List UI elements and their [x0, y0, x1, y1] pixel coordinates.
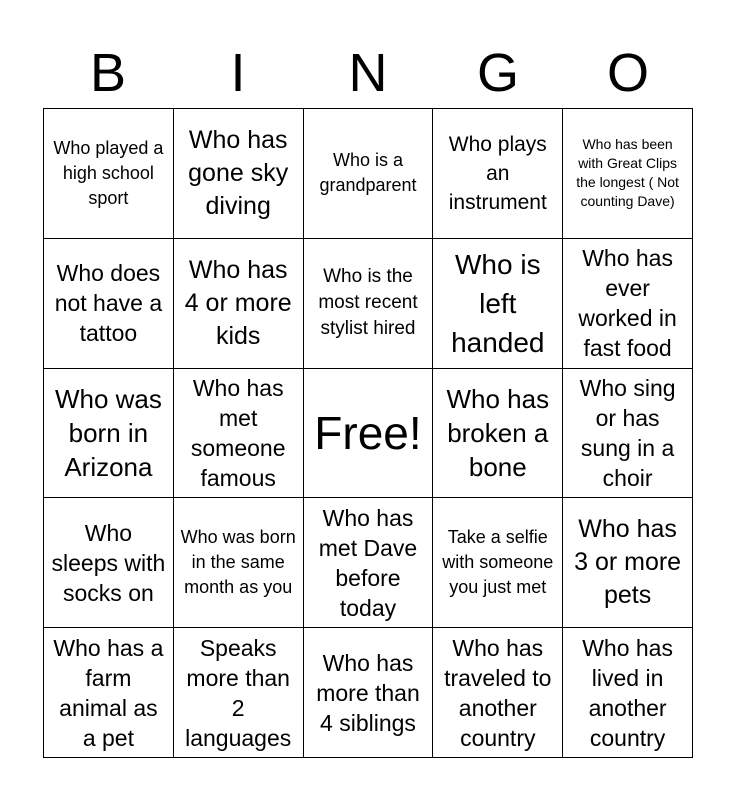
cell-text: Who has been with Great Clips the longest ( Not counting Dave): [576, 136, 679, 210]
cell-text: Who is left handed: [451, 248, 545, 358]
cell-text: Who played a high school sport: [53, 137, 164, 208]
bingo-cell[interactable]: [433, 369, 563, 499]
header-letter-o: O: [606, 43, 649, 103]
cell-text: Who has broken a bone: [446, 383, 550, 482]
bingo-cell[interactable]: [44, 239, 174, 369]
cell-text: Who was born in the same month as you: [180, 527, 296, 598]
cell-text: Speaks more than 2 languages: [185, 634, 292, 751]
header-letter-i: I: [230, 43, 246, 103]
cell-text: Who sleeps with socks on: [51, 519, 166, 606]
cell-text: Who has 4 or more kids: [184, 255, 292, 350]
cell-text: Who is a grandparent: [319, 150, 417, 196]
bingo-cell[interactable]: [174, 109, 304, 239]
bingo-board: [43, 108, 693, 758]
bingo-cell[interactable]: [44, 498, 174, 628]
bingo-cell[interactable]: [433, 628, 563, 758]
bingo-cell[interactable]: [563, 628, 693, 758]
bingo-cell[interactable]: [563, 239, 693, 369]
cell-text: Who has ever worked in fast food: [578, 245, 677, 362]
bingo-cell[interactable]: [174, 628, 304, 758]
bingo-cell[interactable]: [174, 239, 304, 369]
cell-text: Who has a farm animal as a pet: [53, 634, 164, 751]
free-space[interactable]: [304, 369, 434, 499]
cell-text: Who has lived in another country: [582, 634, 673, 751]
cell-text: Who has traveled to another country: [444, 634, 552, 751]
bingo-cell[interactable]: [563, 109, 693, 239]
bingo-cell[interactable]: [44, 369, 174, 499]
cell-text: Who does not have a tattoo: [54, 260, 163, 347]
bingo-cell[interactable]: [304, 498, 434, 628]
bingo-cell[interactable]: [433, 498, 563, 628]
cell-text: Who has met Dave before today: [318, 504, 418, 621]
bingo-cell[interactable]: [433, 109, 563, 239]
header-letter-n: N: [348, 43, 388, 103]
bingo-cell[interactable]: [433, 239, 563, 369]
bingo-cell[interactable]: [563, 498, 693, 628]
header-letter-b: B: [89, 43, 127, 103]
cell-text: Who is the most recent stylist hired: [318, 266, 418, 340]
cell-text: Who has more than 4 siblings: [316, 649, 420, 736]
cell-text: Who has gone sky diving: [188, 125, 289, 220]
cell-text: Who plays an instrument: [448, 132, 547, 214]
bingo-cell[interactable]: [304, 628, 434, 758]
bingo-cell[interactable]: [304, 109, 434, 239]
bingo-cell[interactable]: [44, 109, 174, 239]
bingo-cell[interactable]: [304, 239, 434, 369]
cell-text: Who has 3 or more pets: [574, 515, 682, 610]
bingo-header: [43, 38, 693, 108]
free-text: Free!: [314, 406, 422, 459]
cell-text: Who has met someone famous: [190, 374, 286, 491]
cell-text: Take a selfie with someone you just met: [442, 527, 554, 598]
bingo-cell[interactable]: [174, 369, 304, 499]
header-letter-g: G: [476, 43, 519, 103]
bingo-cell[interactable]: [44, 628, 174, 758]
cell-text: Who was born in Arizona: [54, 383, 162, 482]
bingo-cell[interactable]: [563, 369, 693, 499]
cell-text: Who sing or has sung in a choir: [579, 374, 676, 491]
bingo-cell[interactable]: [174, 498, 304, 628]
